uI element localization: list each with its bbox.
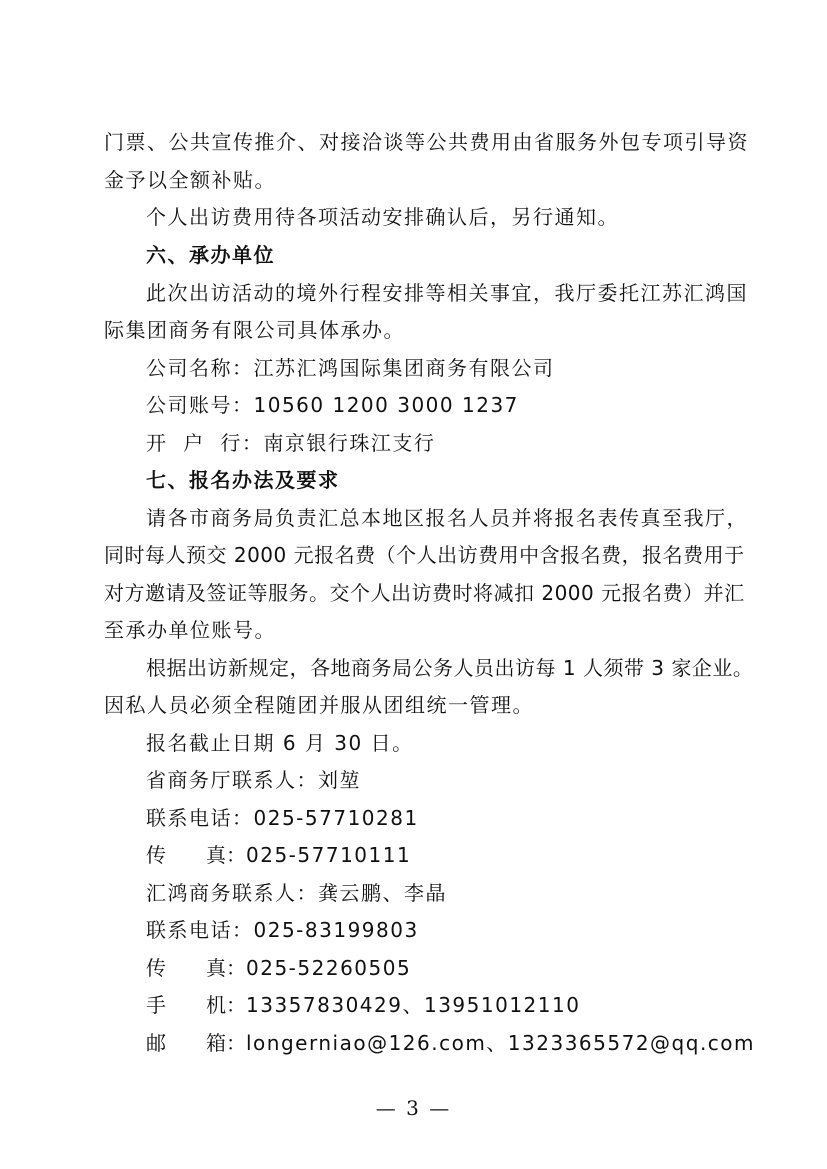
email-value: longerniao@126.com、1323365572@qq.com	[246, 1031, 756, 1055]
phone-1: 联系电话：025-57710281	[146, 806, 419, 830]
paragraph-line: 此次出访活动的境外行程安排等相关事宜，我厅委托江苏汇鸿国	[146, 281, 748, 305]
mobile-label-char-1: 手	[146, 993, 166, 1017]
contact-person-2: 汇鸿商务联系人：龚云鹏、李晶	[146, 881, 447, 905]
fax-value-2: 025-52260505	[246, 956, 412, 980]
paragraph-line: 请各市商务局负责汇总本地区报名人员并将报名表传真至我厅，	[146, 506, 748, 530]
paragraph-line: 际集团商务有限公司具体承办。	[104, 318, 405, 342]
paragraph-line: 门票、公共宣传推介、对接洽谈等公共费用由省服务外包专项引导资	[104, 130, 749, 154]
email-label-char-1: 邮	[146, 1031, 166, 1055]
paragraph-line: 根据出访新规定，各地商务局公务人员出访每 1 人须带 3 家企业。	[146, 656, 754, 680]
bank-line	[146, 429, 776, 457]
paragraph-line: 因私人员必须全程随团并服从团组统一管理。	[104, 693, 534, 717]
company-account: 公司账号：10560 1200 3000 1237	[146, 393, 519, 417]
fax-2	[146, 954, 776, 982]
bank-value: 南京银行珠江支行	[263, 431, 436, 455]
fax-label-char-1: 传	[146, 843, 166, 867]
fax-label-char-2: 真：	[206, 843, 246, 867]
page-number: — 3 —	[375, 1096, 452, 1120]
email-label-char-2: 箱：	[206, 1031, 246, 1055]
company-name: 公司名称：江苏汇鸿国际集团商务有限公司	[146, 356, 555, 380]
bank-label: 开 户 行：	[146, 431, 264, 455]
mobile	[146, 991, 776, 1019]
paragraph-line: 金予以全额补贴。	[104, 168, 276, 192]
section-heading-7: 七、报名办法及要求	[146, 468, 340, 492]
fax-label-char-1: 传	[146, 956, 166, 980]
paragraph-line: 至承办单位账号。	[104, 618, 276, 642]
paragraph-line: 对方邀请及签证等服务。交个人出访费时将减扣 2000 元报名费）并汇	[104, 581, 745, 605]
fax-label-char-2: 真：	[206, 956, 246, 980]
mobile-value: 13357830429、13951012110	[246, 993, 581, 1017]
contact-person-1: 省商务厅联系人：刘堃	[146, 768, 361, 792]
email	[146, 1029, 776, 1057]
deadline: 报名截止日期 6 月 30 日。	[146, 731, 414, 755]
paragraph-line: 个人出访费用待各项活动安排确认后，另行通知。	[146, 205, 619, 229]
fax-value-1: 025-57710111	[246, 843, 412, 867]
mobile-label-char-2: 机：	[206, 993, 246, 1017]
paragraph-line: 同时每人预交 2000 元报名费（个人出访费用中含报名费，报名费用于	[104, 543, 745, 567]
phone-2: 联系电话：025-83199803	[146, 918, 419, 942]
fax-1	[146, 841, 776, 869]
section-heading-6: 六、承办单位	[146, 243, 275, 267]
